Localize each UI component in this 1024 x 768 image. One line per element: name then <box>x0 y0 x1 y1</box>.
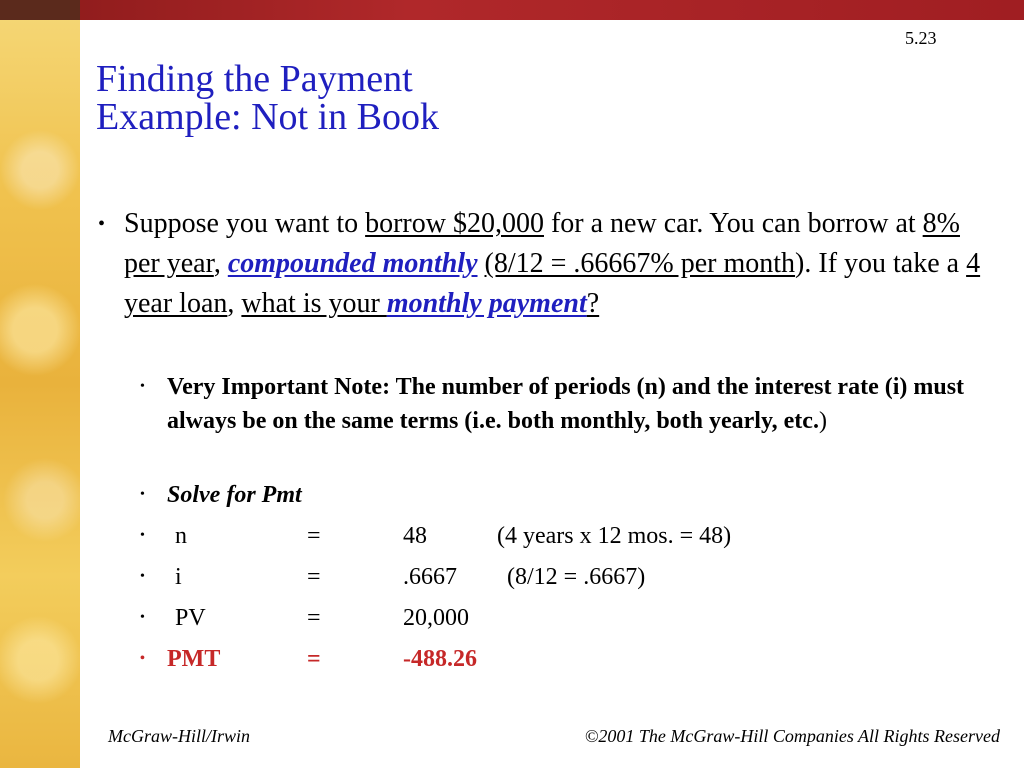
solve-label: Solve for Pmt <box>167 482 302 508</box>
text-segment: for a new car. You can borrow at <box>543 208 923 239</box>
compounding-emphasis: compounded monthly <box>227 248 478 279</box>
variable-value: 20,000 <box>403 605 469 631</box>
main-bullet-text <box>124 204 984 324</box>
result-label: PMT <box>167 646 221 672</box>
result-value: -488.26 <box>403 646 477 672</box>
equals-sign: = <box>307 523 321 549</box>
slide-title-line-1: Finding the Payment <box>96 58 413 100</box>
monthly-rate: (8/12 = .66667% per month <box>484 248 796 279</box>
loan-term: 4 year loan <box>124 248 981 319</box>
top-bar <box>0 0 1024 20</box>
bullet-icon: • <box>140 487 145 502</box>
bullet-icon: • <box>140 569 145 584</box>
text-segment: , <box>227 288 242 319</box>
equals-sign: = <box>307 646 321 672</box>
text-segment <box>478 248 485 279</box>
slide-title-line-2: Example: Not in Book <box>96 96 440 138</box>
variable-comment: (4 years x 12 mos. = 48) <box>497 523 732 549</box>
bullet-icon: • <box>98 213 106 235</box>
question-prefix: what is your <box>241 288 387 319</box>
borrow-amount: borrow $20,000 <box>365 208 544 239</box>
footer-publisher: McGraw-Hill/Irwin <box>108 726 250 746</box>
variable-label: i <box>175 564 182 590</box>
question-mark: ? <box>586 288 600 319</box>
payment-emphasis: monthly payment <box>386 288 587 319</box>
side-strip-corner <box>0 0 80 20</box>
slide-number: 5.23 <box>905 28 937 48</box>
variable-comment: (8/12 = .6667) <box>507 564 646 590</box>
text-segment: ). If you take a <box>795 248 967 279</box>
variable-value: 48 <box>403 523 427 549</box>
annual-rate: 8% per year <box>124 208 960 279</box>
variable-value: .6667 <box>403 564 457 590</box>
footer-copyright: ©2001 The McGraw-Hill Companies All Rights Reserved <box>584 726 1000 746</box>
slide-title <box>96 60 439 136</box>
equals-sign: = <box>307 605 321 631</box>
bullet-icon: • <box>140 379 145 394</box>
text-segment: , <box>213 248 228 279</box>
bullet-icon: • <box>140 528 145 543</box>
bullet-icon: • <box>140 610 145 625</box>
variable-label: PV <box>175 605 206 631</box>
text-segment: Suppose you want to <box>124 208 366 239</box>
bullet-icon: • <box>140 651 145 666</box>
note-text: Very Important Note: The number of periods (n) and the interest rate (i) must always be on the same terms (i.e. both monthly, both yearly, etc.) <box>167 374 965 434</box>
equals-sign: = <box>307 564 321 590</box>
decorative-side-strip <box>0 0 80 768</box>
variable-label: n <box>175 523 187 549</box>
